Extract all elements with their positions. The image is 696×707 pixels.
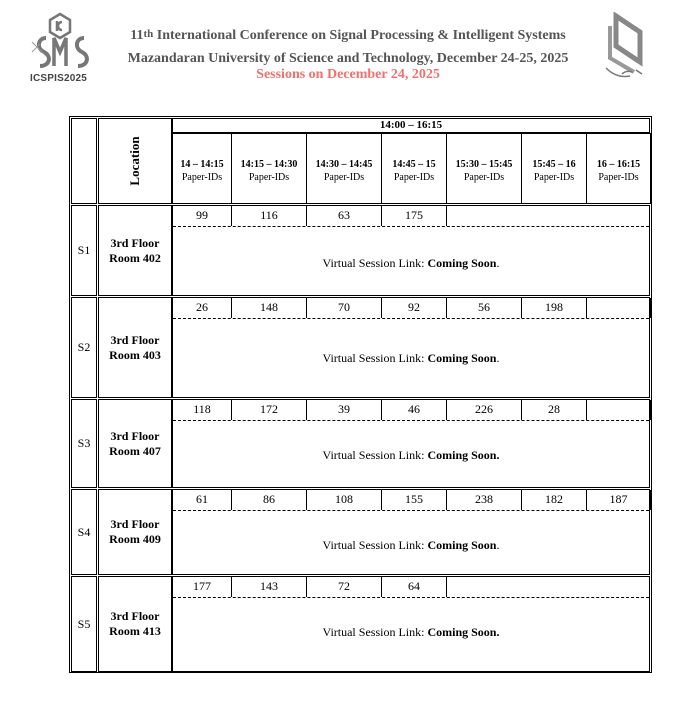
- paper-id: 175: [382, 206, 447, 226]
- link-label: Virtual Session Link:: [322, 256, 428, 270]
- dashed-divider: [173, 597, 649, 598]
- university-logo: [600, 12, 656, 82]
- slot-header: [231, 133, 307, 204]
- paper-id: 182: [522, 490, 587, 510]
- slot-label: Paper-IDs: [248, 172, 290, 183]
- slot-label: Paper-IDs: [598, 172, 639, 183]
- paper-id: 143: [232, 577, 307, 597]
- slot-label: Paper-IDs: [323, 172, 365, 183]
- slot-label: Paper-IDs: [393, 172, 435, 183]
- session-id: S1: [71, 205, 97, 296]
- paper-id: 148: [232, 298, 307, 318]
- paper-id: 64: [382, 577, 447, 597]
- virtual-session-link: [173, 625, 649, 640]
- room-floor: 3rd Floor: [110, 235, 160, 250]
- session-location: [98, 297, 172, 398]
- room-number: Room 413: [109, 624, 161, 638]
- room-floor: 3rd Floor: [110, 428, 160, 443]
- paper-id: 172: [232, 400, 307, 420]
- slot-header: [172, 133, 232, 204]
- sessions-date: Sessions on December 24, 2025: [256, 67, 440, 82]
- room-number: Room 407: [109, 443, 161, 458]
- link-status: Coming Soon: [427, 256, 497, 270]
- location-header: Location: [98, 118, 172, 204]
- slot-time: 15:45 – 16: [532, 159, 576, 170]
- slot-label: Paper-IDs: [463, 172, 505, 183]
- slot-label: Paper-IDs: [181, 172, 223, 183]
- paper-id: 63: [307, 206, 382, 226]
- link-label: Virtual Session Link:: [322, 448, 428, 462]
- dashed-divider: [173, 510, 649, 511]
- room-floor: 3rd Floor: [110, 517, 160, 531]
- session-location: [98, 576, 172, 672]
- room-number: Room 403: [109, 347, 161, 362]
- link-suffix: .: [496, 538, 500, 552]
- link-status: Coming Soon.: [427, 625, 500, 639]
- link-label: Virtual Session Link:: [322, 538, 428, 552]
- session-content: [172, 576, 650, 672]
- session-content: [172, 297, 650, 398]
- paper-id: 226: [447, 400, 522, 420]
- link-status: Coming Soon.: [427, 448, 500, 462]
- room-floor: 3rd Floor: [110, 609, 160, 623]
- paper-id: 99: [173, 206, 232, 226]
- paper-id: 155: [382, 490, 447, 510]
- paper-id: 238: [447, 490, 522, 510]
- paper-id: 108: [307, 490, 382, 510]
- conference-title: 11th International Conference on Signal Processing & Intelligent Systems: [130, 28, 566, 43]
- session-id: S3: [71, 399, 97, 488]
- session-id: S4: [71, 489, 97, 575]
- paper-id: [587, 400, 651, 420]
- virtual-session-link: [173, 256, 649, 271]
- paper-id: [587, 298, 651, 318]
- link-label: Virtual Session Link:: [322, 351, 428, 365]
- dashed-divider: [173, 420, 649, 421]
- slot-time: 14 – 14:15: [180, 159, 224, 170]
- room-floor: 3rd Floor: [110, 332, 160, 347]
- paper-id: 187: [587, 490, 651, 510]
- paper-id: 92: [382, 298, 447, 318]
- slot-header: [306, 133, 382, 204]
- slot-time: 14:15 – 14:30: [240, 159, 298, 170]
- session-location: [98, 205, 172, 296]
- paper-id: 70: [307, 298, 382, 318]
- paper-id: 39: [307, 400, 382, 420]
- corner-cell: [71, 118, 97, 204]
- paper-id: 118: [173, 400, 232, 420]
- virtual-session-link: [173, 538, 649, 553]
- session-content: [172, 205, 650, 296]
- paper-id: 46: [382, 400, 447, 420]
- logo-caption: ICSPIS2025: [30, 73, 88, 84]
- session-content: [172, 399, 650, 488]
- slot-header: [381, 133, 447, 204]
- link-suffix: .: [496, 351, 500, 365]
- virtual-session-link: [173, 448, 649, 463]
- time-range-header: 14:00 – 16:15: [172, 118, 650, 133]
- session-location: [98, 399, 172, 488]
- dashed-divider: [173, 226, 649, 227]
- virtual-session-link: [173, 351, 649, 366]
- slot-label: Paper-IDs: [533, 172, 575, 183]
- session-location: [98, 489, 172, 575]
- venue-line: Mazandaran University of Science and Technology, December 24-25, 2025: [127, 51, 569, 66]
- link-suffix: .: [496, 256, 500, 270]
- slot-time: 15:30 – 15:45: [455, 159, 513, 170]
- paper-id: 116: [232, 206, 307, 226]
- paper-id: 177: [173, 577, 232, 597]
- slot-header: [521, 133, 587, 204]
- session-content: [172, 489, 650, 575]
- room-number: Room 409: [109, 532, 161, 546]
- session-id: S2: [71, 297, 97, 398]
- dashed-divider: [173, 318, 649, 319]
- room-number: Room 402: [109, 250, 161, 265]
- paper-id: 198: [522, 298, 587, 318]
- paper-id: 56: [447, 298, 522, 318]
- slot-time: 16 – 16:15: [596, 159, 641, 170]
- paper-id: 86: [232, 490, 307, 510]
- session-id: S5: [71, 576, 97, 672]
- paper-id: 72: [307, 577, 382, 597]
- slot-header: [586, 133, 651, 204]
- slot-header: [446, 133, 522, 204]
- paper-id: 26: [173, 298, 232, 318]
- link-label: Virtual Session Link:: [322, 625, 428, 639]
- slot-time: 14:30 – 14:45: [315, 159, 373, 170]
- slot-time: 14:45 – 15: [392, 159, 436, 170]
- paper-id: 61: [173, 490, 232, 510]
- paper-id: 28: [522, 400, 587, 420]
- link-status: Coming Soon: [427, 538, 497, 552]
- link-status: Coming Soon: [427, 351, 497, 365]
